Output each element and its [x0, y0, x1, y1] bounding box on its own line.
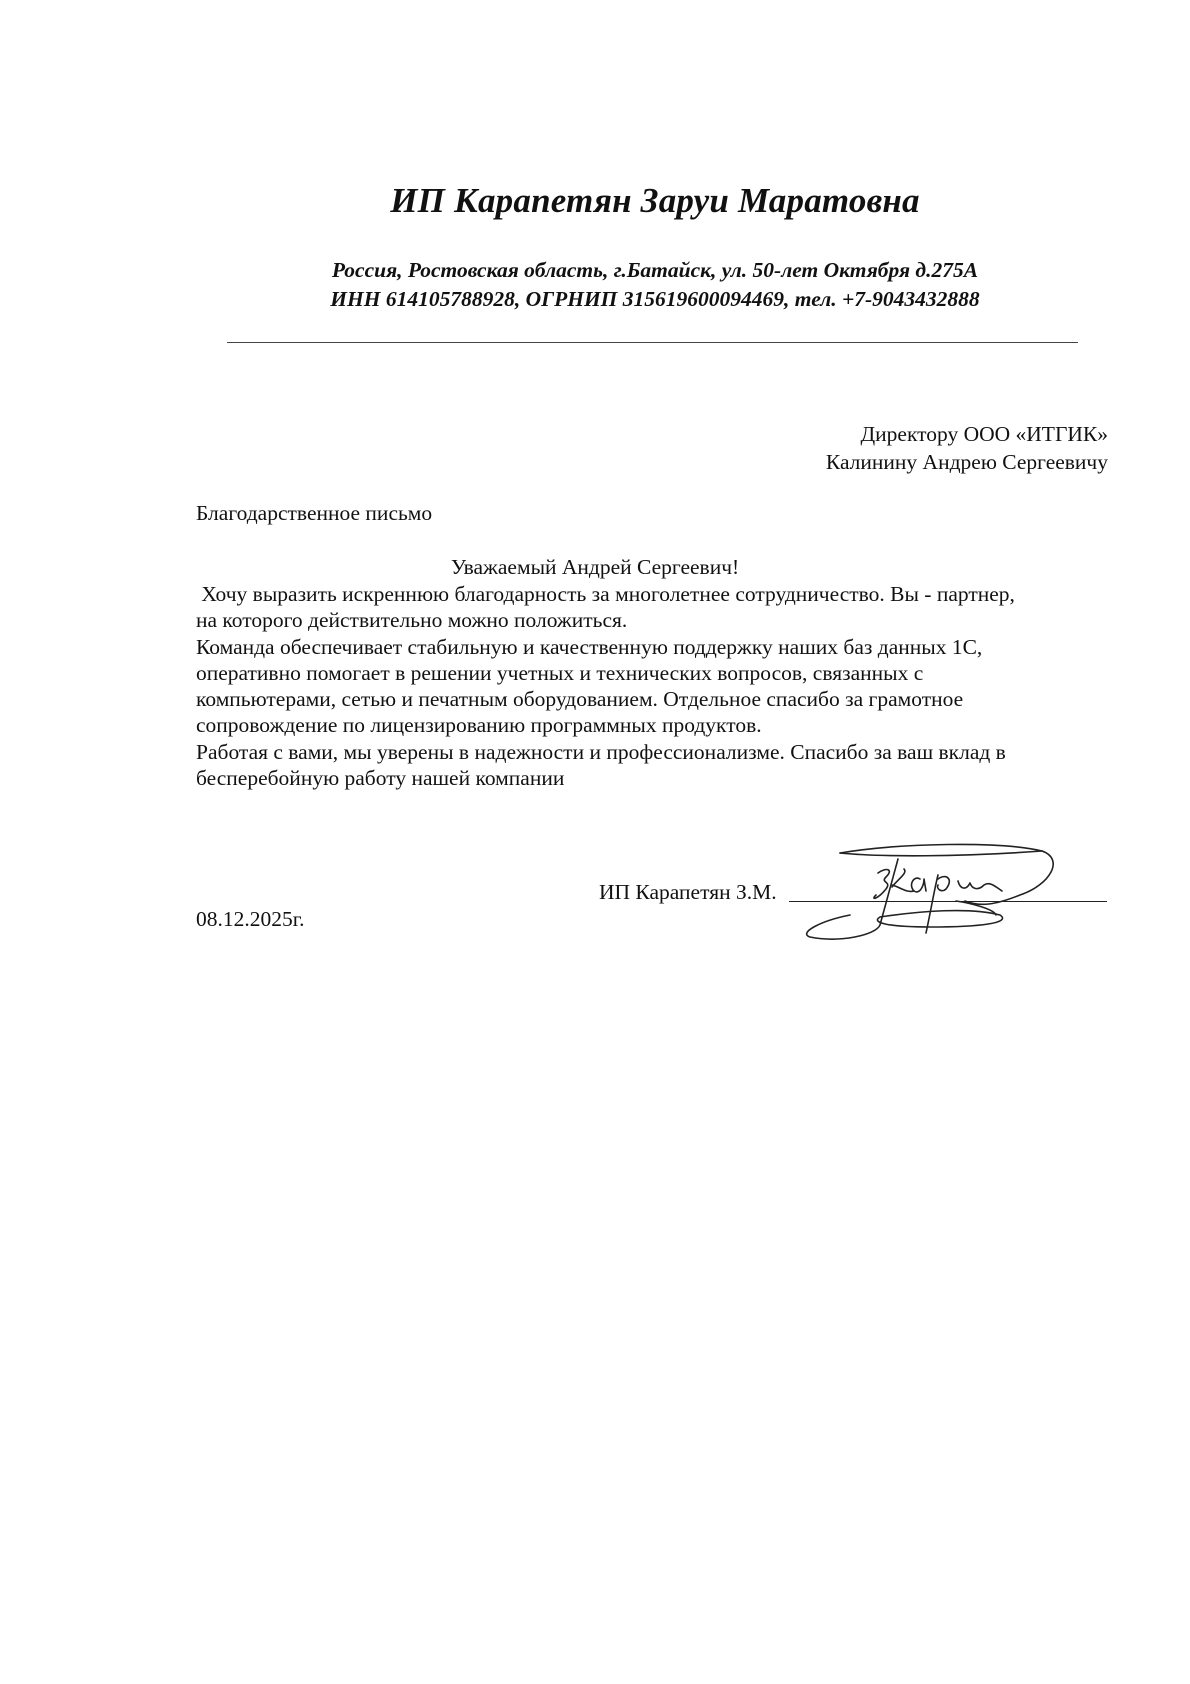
recipient-position: Директору ООО «ИТГИК»: [860, 422, 1108, 446]
letter-body: [196, 581, 1116, 791]
document-type: Благодарственное письмо: [196, 501, 433, 525]
handwritten-signature: [780, 835, 1080, 945]
body-line: оперативно помогает в решении учетных и технических вопросов, связанных с: [196, 660, 924, 685]
body-line: Хочу выразить искреннюю благодарность за многолетнее сотрудничество. Вы - партнер,: [196, 582, 1015, 606]
greeting: Уважаемый Андрей Сергеевич!: [450, 555, 740, 579]
letterhead-org-name: ИП Карапетян Заруи Маратовна: [390, 181, 920, 220]
body-line: на которого действительно можно положиться.: [196, 608, 628, 633]
recipient-name: Калинину Андрею Сергеевичу: [825, 450, 1108, 474]
body-line: сопровождение по лицензированию программных продуктов.: [196, 713, 762, 738]
body-line: бесперебойную работу нашей компании: [196, 766, 565, 791]
body-line: Работая с вами, мы уверены в надежности и профессионализме. Спасибо за ваш вклад в: [196, 739, 1006, 764]
letterhead-address: Россия, Ростовская область, г.Батайск, ул. 50-лет Октября д.275А: [331, 258, 979, 282]
letterhead-registration: ИНН 614105788928, ОГРНИП 315619600094469, тел. +7-9043432888: [330, 287, 980, 311]
signer-name: ИП Карапетян З.М.: [599, 880, 777, 904]
letterhead-divider: [227, 342, 1078, 343]
body-line: компьютерами, сетью и печатным оборудованием. Отдельное спасибо за грамотное: [196, 687, 964, 712]
document-date: 08.12.2025г.: [196, 907, 305, 931]
body-line: Команда обеспечивает стабильную и качественную поддержку наших баз данных 1С,: [196, 634, 983, 659]
